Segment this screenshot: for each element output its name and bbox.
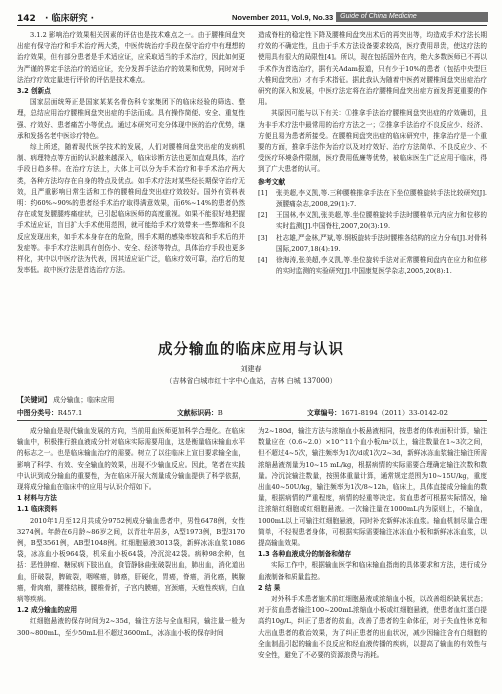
paragraph: 综上所述，随着现代医学技术的发展，人们对腰椎间盘突出症的发病机制、病理特点等方面的认识越来越深入，临床诊断方法也更加直观具体，治疗手段日趋多样。在治疗方法上，大体上可以分为手术治疗和非手术治疗两大类，各种方法均存在自身的特点及优点。如手术疗法对某些经长期保守治疗无效，且严重影响日常生活和工作的腰椎间盘突出症疗效较好。国外有资料表明：约60%~90%的患者经手术治疗取得满意效果，而6%~14%的患者仍然存在或复发腰腿疼痛症状，已引起临床医师的高度重视。如果不能很好地把握手术适应证，盲目扩大手术使用范围，就可能给手术疗效带来一些弊端和不良反应发现出来，如手术本身存在的危险，围手术期的感染率较高和手术后的并发症等。非手术疗法则具有创伤小、安全、经济等特点，具体治疗手段也更多样化，其中以中医疗法为代表，因其适应证广泛，临床疗效可靠，治疗后的复发率低。故中医疗法是首选治疗方法。	[17, 143, 245, 275]
clc-label: 中图分类号：	[17, 409, 58, 417]
reference-item: [1] 张美超,李义凯,等.三种腰椎推拿手法在下坐位腰椎旋转手法比较研究[J].颈腰痛杂志,2008,29(1):7.	[258, 188, 487, 209]
paragraph: 国家层面统筹正是国家某某名骨伤科专家集团下的临床经验的筛选、整理，总结应用治疗腰椎间盘突出症的手法而成。具有操作简便、安全、重复性强、疗效好、患者痛苦小等优点。通过本研究可充分体现中医的治疗优势，继承和发扬名老中医诊疗特色。	[17, 98, 245, 140]
article-no-label: 文章编号：	[307, 409, 341, 417]
doc-code-label: 文献标识码：	[177, 409, 218, 417]
body-right-column	[258, 426, 487, 688]
body-left-column	[17, 426, 245, 688]
section-heading: 1 材料与方法	[17, 494, 57, 503]
clc-value: R457.1	[57, 409, 83, 417]
upper-left-column	[17, 30, 245, 322]
page-header-right	[232, 12, 488, 22]
article-affiliation: （吉林省白城市红十字中心血站，吉林 白城 137000）	[165, 377, 337, 385]
classification-line	[17, 407, 487, 417]
keywords-label: 【关键词】	[17, 396, 51, 404]
journal-name: Guide of China Medicine	[336, 12, 488, 22]
subsection-heading: 1.1 临床资料	[17, 505, 58, 514]
issue-info: November 2011, Vol.9, No.33	[232, 12, 334, 22]
reference-item: [3] 杜志雄,严金林,严斌,等.钢板旋转手法时腰椎各结构的应力分布[J].对骨科国际,2007,18(4):19.	[258, 233, 487, 253]
reference-item: [4] 徐海涛,张美超,李义凯,等.坐位旋转手法对正常腰椎间盘内在应力和位移的实时监测的实验研究[J].中国康复医学杂志,2005,20(8):1.	[258, 256, 487, 276]
section-heading: 3.2 创新点	[17, 87, 51, 96]
paragraph: 对外科手术患者施术前红细胞悬液或浓缩血小板，以改善组织缺氧状态；对于贫血患者输注100~200mL浓缩血小板或红细胞悬液，使患者血红蛋白提高约10g/L，纠正了患者的贫血，改善了患者的生命体征，对于失血性休克和大出血患者的救治效果，为了纠正患者的出血状况，减少因输注含有白细胞的全血制品引起的输血不良反应和经血液传播的疾病，以提高了输血的有效性与安全性，避免了不必要的资源浪费与消耗。	[258, 595, 487, 660]
section-label: · 临床研究 ·	[44, 14, 95, 24]
doc-code-value: B	[217, 409, 223, 417]
section-heading: 2 结 果	[258, 583, 281, 592]
paragraph: 为2~180d，输注方法与浓缩血小板悬液相同，按患者的体表面积计算，输注数量应在（0.6~2.0）×10^11个血小板/m²以上，输注数量在1~3次之间，但不超过4~5次，输注频率为1次/d或1次/2~3d，新鲜冰冻血浆输注输注所需浓缩悬液剂量为10~15 mL/kg，根据病情的实际需要合理确定输注次数和数量。冷沉淀输注数量，按照体重量计算，通常规定范围为10~15U/kg，重度出血40~50U/kg，输注频率为1次/8~12h，临床上，具体直接成分输血的数量，根据病情的严重程度，病情的轻重等决定。贫血患者可根据实际情况，输注浓缩红细胞或红细胞悬液。一次输注量在1000mL内为原则上，不输血，1000mL以上可输注红细胞悬液，同时补充新鲜冰冻血浆。输血机制尽量合理简单，不轻视患者身体，可根据实际需要输注冰冻血小板和新鲜冰冻血浆，以提高输血效果。	[258, 427, 487, 548]
paragraph: 3.1.2 影响治疗效果相关因素的评估也是技术难点之一。由于腰椎间盘突出症有保守治疗和手术治疗两大类，中医传统治疗手段在保守治疗中有理想的治疗效果，但有部分患者是手术适应证，应采取适当的手术治疗，因此如何更为严谨的界定手法治疗的适应证，充分发挥手法治疗的效果和优势，同时对手法治疗疗效定量进行评价的评估是技术难点。	[17, 31, 245, 84]
paragraph: 其原因可能与以下有关：①推拿手法治疗腰椎间盘突出症的疗效确切，且为非手术疗法中最常用的治疗方法之一；②推拿手法治疗不良反应少、经济、方便且易为患者所接受。在腰椎间盘突出症的临床研究中，推拿治疗是一个重要的方面，推拿手法作为治疗以及对疗效好、治疗方法简单、不良反应少、不受医疗环境条件限制，医疗费用低廉等优势，被临床医生广泛应用于临床，得到了广大患者的认可。	[258, 109, 487, 174]
upper-right-column	[258, 30, 487, 322]
subsection-heading: 1.3 各种血液成分的制备和储存	[258, 550, 352, 559]
paragraph: 造成脊柱的稳定性下降及腰椎间盘突出术后的再突出等，均造成手术疗法长期疗效的不确定性，且由于手术方法设备要求较高，医疗费用昂贵，使这疗法的使用具有很大的局限性[4]。所以，现在包括国外在内，绝大多数医师已不再以手术作为首选治疗，据有关Adam报道，只有少于10%的患者（包括中央型巨大椎间盘突出）才有手术指征。据此我认为随着中医药对腰椎间盘突出症治疗研究的深入和发展，中医疗法定将在治疗腰椎间盘突出症方面发挥更重要的作用。	[258, 31, 487, 107]
subsection-heading: 1.2 成分输血的应用	[17, 606, 78, 615]
page-header-left	[17, 11, 94, 24]
paragraph: 实际工作中，根据输血医学和临床输血指南的具体要求和方法，进行成分血液制备和质量监控。	[258, 561, 487, 581]
references-title: 参考文献	[258, 177, 286, 186]
keywords-value: 成分输血；临床应用	[53, 396, 115, 404]
paragraph: 2010年1月至12月共成分9752例成分输血患者中，男性6478例，女性3274例。年龄在6月龄~86岁之间，以青壮年居多，A型1973例，B型3170例，B型3561例，AB型1048例。红细胞悬液3013袋，新鲜冰冻血浆1086袋，冰冻血小板964袋，机采血小板64袋，冷沉淀42袋。病种98余种，包括：恶性肿瘤、糖尿病下肢出血，食管静脉曲张破裂出血，肺出血，消化道出血，肝破裂，脾破裂，咽喉癌，肺癌，肝硬化，胃癌，脊癌，消化癌，胰腺癌，骨肉瘤，腰椎结核，腰椎骨折，子宫内膜癌，宫颈癌，天疱性疾病，白血病等疾病。	[17, 516, 245, 604]
page-number: 142	[17, 14, 36, 24]
paragraph: 成分输血是现代输血发展的方向，当前用血医师更加科学合理化。在临床输血中，积极推行推血液成分针对临床实际需要用血，这是衡量临床输血水平的标志之一。也是临床输血治疗的需要。树立了以往临床上宣目要求输全血，影响了科学、有效、安全输血的效果，出现不少输血反应。因此，笔者在实践中认识到成分输血的重要性，为在临床开展大剂量成分输血提供了科学依据，现将成分输血在临床中的应用与认识介绍如下。	[17, 427, 245, 492]
article-no-value: 1671-8194（2011）33-0142-02	[340, 409, 448, 417]
article-title: 成分输血的临床应用与认识	[158, 342, 344, 358]
article-author: 刘建春	[240, 365, 262, 373]
header-rule	[17, 25, 487, 26]
keywords-line	[17, 394, 114, 404]
reference-item: [2] 王国林,李义凯,张美超,等.坐位腰椎旋转手法时腰椎单元内应力和位移的实时监测[J].中国脊柱,2007,20(3):19.	[258, 211, 487, 231]
paragraph: 红细胞悬液的保存时间为2~35d，输注方法与全血相同，输注量一般为300~800mL，至少50mL但不超过3600mL，冰冻血小板的保存时间	[17, 617, 245, 637]
meta-rule	[17, 420, 487, 421]
